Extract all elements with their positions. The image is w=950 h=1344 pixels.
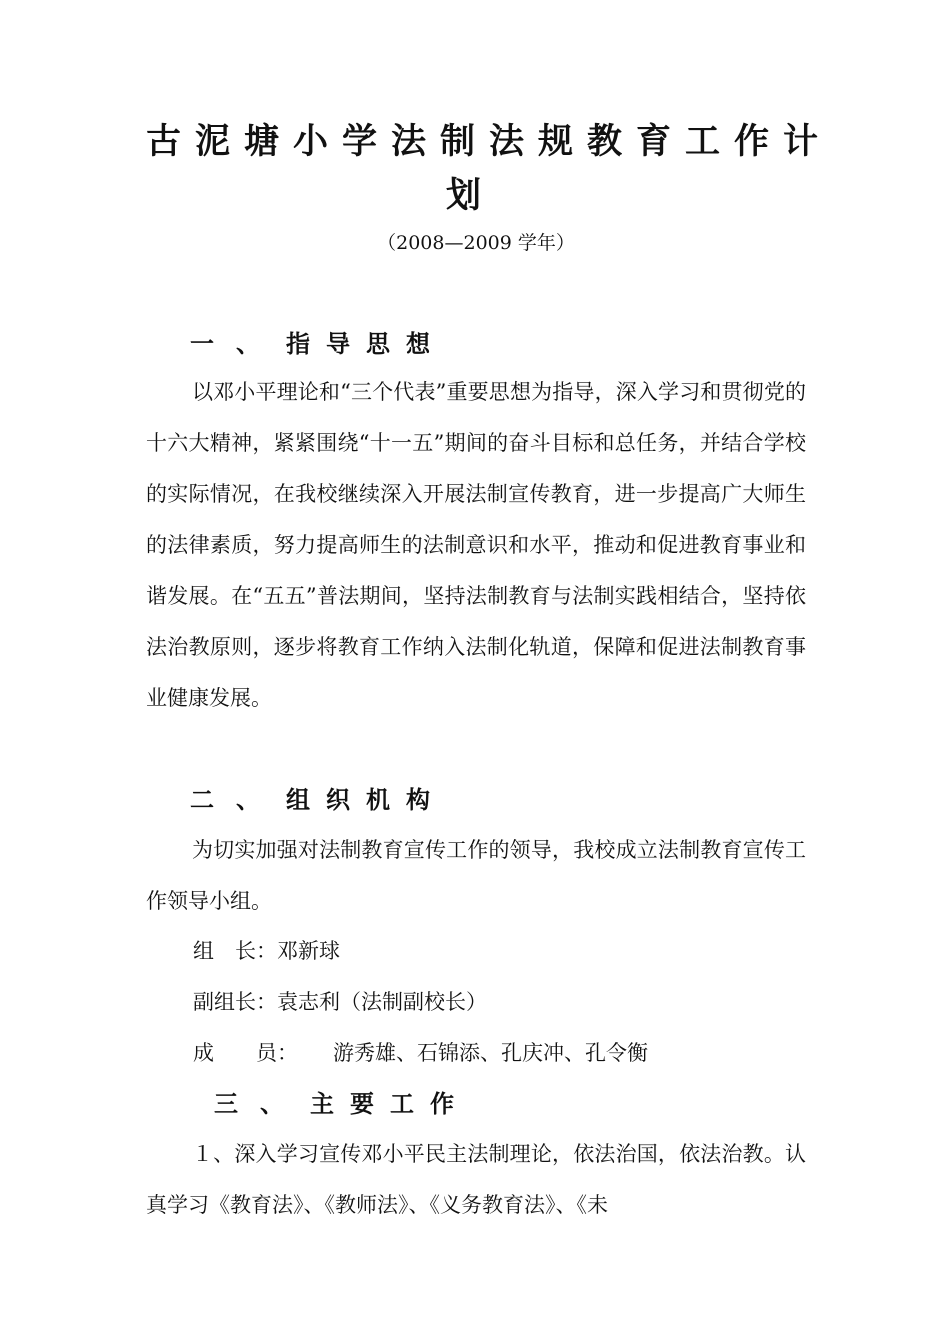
section-1-number: 一 [190, 329, 214, 358]
section-3-number: 三 [214, 1089, 238, 1118]
members-line [193, 1036, 648, 1070]
members-list: 游秀雄、石锦添、孔庆冲、孔令衡 [333, 1041, 648, 1065]
section-2-heading [190, 783, 446, 817]
section-1-paragraph: 以邓小平理论和“三个代表”重要思想为指导，深入学习和贯彻党的十六大精神，紧紧围绕“十一五”期间的奋斗目标和总任务，并结合学校的实际情况，在我校继续深入开展法制宣传教育，进一步提高广大师生的法律素质，努力提高师生的法制意识和水平，推动和促进教育事业和谐发展。在“五五”普法期间，坚持法制教育与法制实践相结合，坚持依法治教原则，逐步将教育工作纳入法制化轨道，保障和促进法制教育事业健康发展。 [146, 380, 806, 710]
document-title-continuation: 划 [446, 175, 482, 216]
members-label: 成 员： [193, 1041, 298, 1065]
section-3-heading [214, 1087, 470, 1121]
document-title: 古泥塘小学法制法规教育工作计 [146, 121, 833, 162]
section-1-separator: 、 [236, 329, 260, 358]
deputy-leader-line: 副组长：袁志利（法制副校长） [193, 990, 487, 1014]
section-2-title: 组织机构 [286, 785, 446, 814]
section-3-separator: 、 [260, 1089, 284, 1118]
section-2-separator: 、 [236, 785, 260, 814]
section-1-heading [190, 327, 446, 361]
section-2-paragraph: 为切实加强对法制教育宣传工作的领导，我校成立法制教育宣传工作领导小组。 [146, 838, 806, 913]
school-year-subtitle: （2008—2009 学年） [377, 232, 575, 254]
group-leader-line: 组 长：邓新球 [193, 939, 340, 963]
section-3-title: 主要工作 [310, 1089, 470, 1118]
section-3-paragraph: １、深入学习宣传邓小平民主法制理论，依法治国，依法治教。认真学习《教育法》、《教师法》、《义务教育法》、《未 [146, 1142, 806, 1217]
section-2-number: 二 [190, 785, 214, 814]
section-1-title: 指导思想 [286, 329, 446, 358]
